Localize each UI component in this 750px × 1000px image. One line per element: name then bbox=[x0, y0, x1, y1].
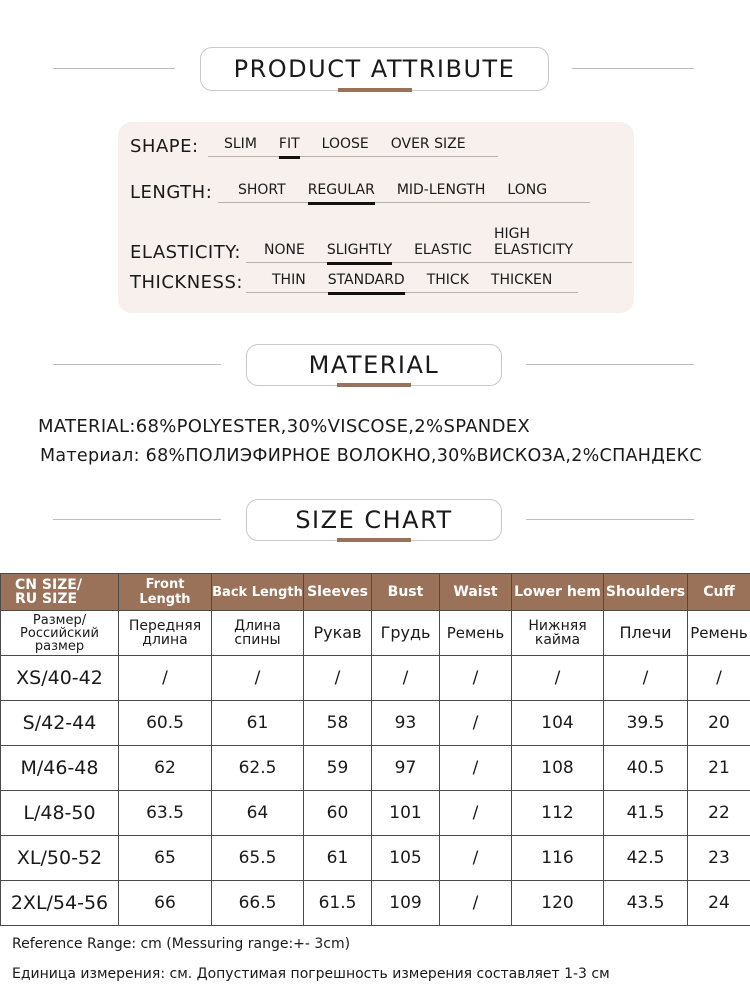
size-cell: XS/40-42 bbox=[1, 656, 119, 701]
header-cell-ru: Размер/ Российский размер bbox=[1, 611, 119, 656]
material-ru: Материал: 68%ПОЛИЭФИРНОЕ ВОЛОКНО,30%ВИСКОЗА,2%СПАНДЕКС bbox=[40, 446, 702, 466]
attr-title-text: PRODUCT ATTRIBUTE bbox=[233, 55, 516, 83]
attr-option-selected: REGULAR bbox=[307, 182, 375, 198]
attribute-panel bbox=[118, 122, 634, 313]
attr-row-length bbox=[130, 182, 590, 203]
header-cell-ru: Ремень bbox=[440, 611, 512, 656]
value-cell: 21 bbox=[688, 746, 750, 791]
attr-option: OVER SIZE bbox=[390, 136, 466, 152]
value-cell: / bbox=[440, 701, 512, 746]
attr-option: LONG bbox=[507, 182, 548, 198]
attr-options bbox=[208, 136, 498, 157]
attr-option: HIGH ELASTICITY bbox=[493, 226, 574, 258]
value-cell: 22 bbox=[688, 791, 750, 836]
header-cell: Shoulders bbox=[604, 574, 688, 611]
value-cell: 41.5 bbox=[604, 791, 688, 836]
title-accent-underline bbox=[337, 538, 411, 542]
value-cell: / bbox=[372, 656, 440, 701]
divider-left bbox=[53, 519, 221, 520]
value-cell: 60.5 bbox=[119, 701, 212, 746]
attr-options bbox=[246, 226, 632, 263]
value-cell: 61.5 bbox=[304, 881, 372, 926]
value-cell: 20 bbox=[688, 701, 750, 746]
table-row bbox=[1, 791, 750, 836]
header-cell-ru: Рукав bbox=[304, 611, 372, 656]
value-cell: 105 bbox=[372, 836, 440, 881]
material-en: MATERIAL:68%POLYESTER,30%VISCOSE,2%SPANDEX bbox=[38, 416, 531, 437]
value-cell: 65 bbox=[119, 836, 212, 881]
value-cell: / bbox=[119, 656, 212, 701]
attr-options bbox=[218, 182, 590, 203]
value-cell: 62 bbox=[119, 746, 212, 791]
footer-reference-en: Reference Range: cm (Messuring range:+- 3cm) bbox=[12, 936, 351, 952]
value-cell: 39.5 bbox=[604, 701, 688, 746]
attr-option: NONE bbox=[264, 242, 305, 258]
header-cell: Bust bbox=[372, 574, 440, 611]
header-cell-ru: Длина спины bbox=[212, 611, 304, 656]
value-cell: 40.5 bbox=[604, 746, 688, 791]
value-cell: 23 bbox=[688, 836, 750, 881]
value-cell: / bbox=[440, 746, 512, 791]
header-cell-ru: Грудь bbox=[372, 611, 440, 656]
footer-reference-ru: Единица измерения: см. Допустимая погрешность измерения составляет 1-3 см bbox=[12, 966, 610, 982]
table-header-ru bbox=[1, 611, 750, 656]
section-title-size-chart bbox=[246, 499, 502, 541]
size-cell: M/46-48 bbox=[1, 746, 119, 791]
value-cell: 61 bbox=[212, 701, 304, 746]
value-cell: / bbox=[688, 656, 750, 701]
attr-option: MID-LENGTH bbox=[396, 182, 486, 198]
header-cell-ru: Передняя длина bbox=[119, 611, 212, 656]
value-cell: / bbox=[440, 791, 512, 836]
value-cell: 65.5 bbox=[212, 836, 304, 881]
value-cell: 112 bbox=[512, 791, 604, 836]
divider-left bbox=[53, 364, 221, 365]
value-cell: 93 bbox=[372, 701, 440, 746]
header-cell-ru: Нижняя кайма bbox=[512, 611, 604, 656]
value-cell: 108 bbox=[512, 746, 604, 791]
attr-option: SHORT bbox=[238, 182, 286, 198]
value-cell: 61 bbox=[304, 836, 372, 881]
header-cell: Front Length bbox=[119, 574, 212, 611]
attr-label: SHAPE: bbox=[130, 136, 199, 157]
attr-option: ELASTIC bbox=[414, 242, 472, 258]
attr-option-selected: STANDARD bbox=[327, 272, 405, 288]
size-title-text: SIZE CHART bbox=[295, 506, 453, 534]
value-cell: / bbox=[304, 656, 372, 701]
attr-row-elasticity bbox=[130, 226, 632, 263]
value-cell: 109 bbox=[372, 881, 440, 926]
table-row bbox=[1, 836, 750, 881]
attr-label: LENGTH: bbox=[130, 182, 213, 203]
header-cell: Back Length bbox=[212, 574, 304, 611]
value-cell: / bbox=[440, 836, 512, 881]
section-title-material bbox=[246, 344, 502, 386]
value-cell: 62.5 bbox=[212, 746, 304, 791]
divider-right bbox=[526, 364, 694, 365]
table-header-en bbox=[1, 574, 750, 611]
table-row bbox=[1, 656, 750, 701]
size-cell: 2XL/54-56 bbox=[1, 881, 119, 926]
attr-option: SLIM bbox=[224, 136, 257, 152]
attr-option: LOOSE bbox=[321, 136, 369, 152]
attr-option: THICKEN bbox=[490, 272, 553, 288]
size-cell: L/48-50 bbox=[1, 791, 119, 836]
value-cell: / bbox=[512, 656, 604, 701]
header-cell: Sleeves bbox=[304, 574, 372, 611]
value-cell: / bbox=[440, 881, 512, 926]
size-cell: XL/50-52 bbox=[1, 836, 119, 881]
value-cell: / bbox=[212, 656, 304, 701]
value-cell: 66.5 bbox=[212, 881, 304, 926]
header-cell-ru: Плечи bbox=[604, 611, 688, 656]
value-cell: 64 bbox=[212, 791, 304, 836]
table-row bbox=[1, 746, 750, 791]
attr-row-thickness bbox=[130, 272, 578, 293]
attr-option: THICK bbox=[426, 272, 469, 288]
header-cell: Cuff bbox=[688, 574, 750, 611]
table-row bbox=[1, 881, 750, 926]
material-title-text: MATERIAL bbox=[308, 351, 440, 379]
value-cell: 60 bbox=[304, 791, 372, 836]
value-cell: 116 bbox=[512, 836, 604, 881]
attr-row-shape bbox=[130, 136, 498, 157]
attr-label: ELASTICITY: bbox=[130, 242, 241, 263]
value-cell: 43.5 bbox=[604, 881, 688, 926]
attr-label: THICKNESS: bbox=[130, 272, 243, 293]
value-cell: / bbox=[440, 656, 512, 701]
table-row bbox=[1, 701, 750, 746]
header-cell: Waist bbox=[440, 574, 512, 611]
divider-left bbox=[53, 68, 175, 69]
header-cell-ru: Ремень bbox=[688, 611, 750, 656]
value-cell: 42.5 bbox=[604, 836, 688, 881]
value-cell: 104 bbox=[512, 701, 604, 746]
value-cell: 63.5 bbox=[119, 791, 212, 836]
header-cell: CN SIZE/ RU SIZE bbox=[1, 574, 119, 611]
attr-options bbox=[246, 272, 578, 293]
attr-option-selected: FIT bbox=[278, 136, 300, 152]
section-title-attribute bbox=[200, 47, 549, 91]
attr-option: THIN bbox=[272, 272, 306, 288]
size-chart-table bbox=[0, 573, 750, 926]
value-cell: 58 bbox=[304, 701, 372, 746]
value-cell: / bbox=[604, 656, 688, 701]
divider-right bbox=[526, 519, 694, 520]
value-cell: 66 bbox=[119, 881, 212, 926]
value-cell: 97 bbox=[372, 746, 440, 791]
divider-right bbox=[572, 68, 694, 69]
value-cell: 59 bbox=[304, 746, 372, 791]
attr-option-selected: SLIGHTLY bbox=[326, 242, 393, 258]
size-cell: S/42-44 bbox=[1, 701, 119, 746]
title-accent-underline bbox=[338, 88, 412, 92]
value-cell: 24 bbox=[688, 881, 750, 926]
value-cell: 120 bbox=[512, 881, 604, 926]
header-cell: Lower hem bbox=[512, 574, 604, 611]
value-cell: 101 bbox=[372, 791, 440, 836]
title-accent-underline bbox=[337, 383, 411, 387]
